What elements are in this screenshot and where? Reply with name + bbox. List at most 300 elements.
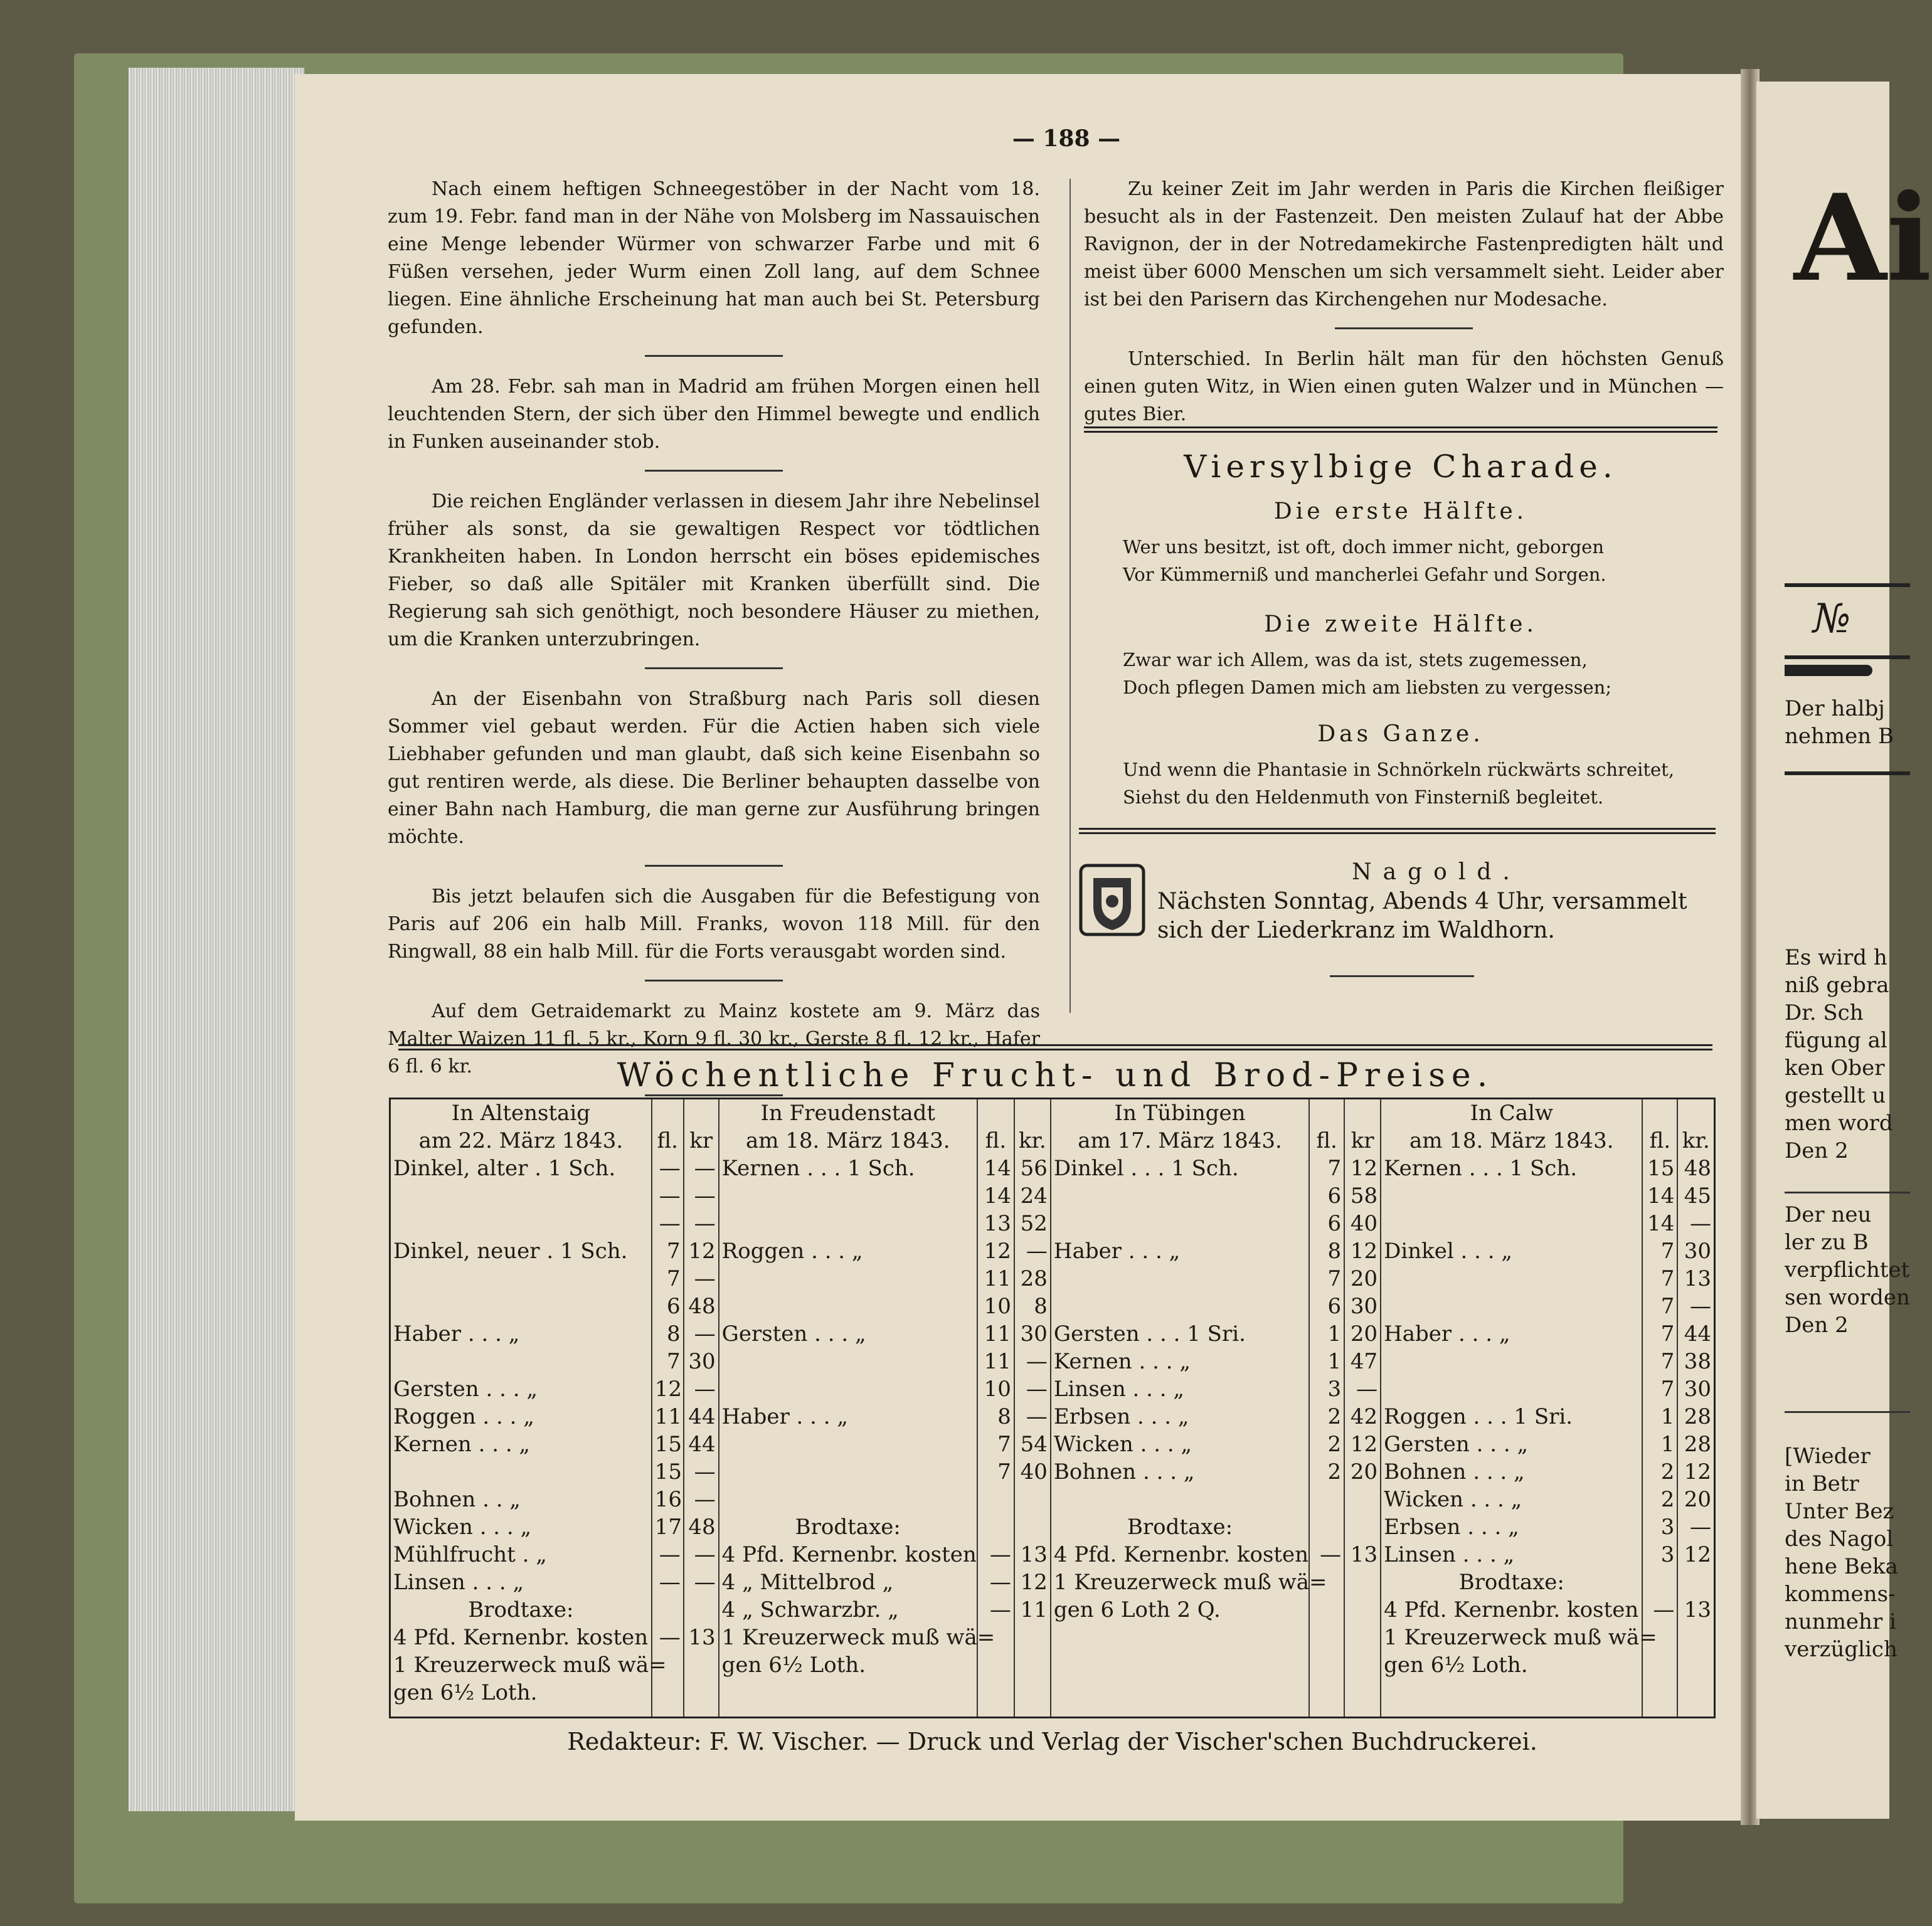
text-line: Der neu xyxy=(1785,1202,1872,1227)
separator xyxy=(1330,975,1474,977)
right-column xyxy=(1084,176,1724,441)
freudenstadt-kr xyxy=(1014,1099,1051,1718)
price-cell: kr xyxy=(1351,1128,1374,1153)
price-cell xyxy=(1680,1651,1711,1679)
price-cell: 14 xyxy=(1647,1211,1675,1236)
price-cell: fl. xyxy=(1649,1128,1671,1153)
price-cell: 4 „ Schwarzbr. „ xyxy=(721,1597,899,1622)
price-cell: — xyxy=(1026,1239,1048,1264)
imprint-footer: Redakteur: F. W. Vischer. — Druck und Verlag der Vischer'schen Buchdruckerei. xyxy=(567,1728,1537,1755)
text-line: [Wieder xyxy=(1785,1444,1871,1469)
price-cell xyxy=(655,1596,681,1624)
price-cell: 56 xyxy=(1020,1156,1048,1181)
price-cell: 7 xyxy=(1660,1377,1675,1402)
price-cell: 28 xyxy=(1020,1266,1048,1291)
text-line: gestellt u xyxy=(1785,1083,1886,1108)
double-rule xyxy=(1079,828,1716,834)
altensteig-labels xyxy=(390,1099,667,1718)
price-cell xyxy=(1017,1486,1048,1513)
price-cell: — xyxy=(659,1625,681,1650)
price-cell: Brodtaxe: xyxy=(468,1597,574,1622)
separator xyxy=(645,980,783,982)
price-cell: 11 xyxy=(984,1266,1011,1291)
price-cell xyxy=(722,1348,974,1375)
price-cell: 8 xyxy=(1327,1239,1342,1264)
price-cell xyxy=(722,1431,974,1458)
price-cell: Haber . . . „ xyxy=(1053,1239,1181,1264)
price-cell: 42 xyxy=(1350,1404,1378,1429)
separator xyxy=(645,667,783,669)
price-cell xyxy=(722,1182,974,1210)
price-cell xyxy=(687,1596,716,1624)
text-line: hene Beka xyxy=(1785,1554,1898,1579)
price-cell: gen 6 Loth 2 Q. xyxy=(1053,1597,1221,1622)
price-cell xyxy=(1054,1265,1306,1293)
text-line: verpflichtet xyxy=(1785,1257,1910,1283)
price-cell: 28 xyxy=(1684,1432,1711,1457)
price-cell xyxy=(1384,1210,1639,1237)
price-cell: Brodtaxe: xyxy=(1458,1570,1564,1595)
price-cell: 54 xyxy=(1020,1432,1048,1457)
news-item: Nach einem heftigen Schneegestöber in der Nacht vom 18. zum 19. Febr. fand man in der Nähe von Molsberg im Nassauischen eine Menge lebender Würmer von schwarzer Farbe und mit 6 Füßen versehen, jeder Wurm einen Zoll lang, auf dem Schnee liegen. Eine ähnliche Erscheinung hat man auch bei St. Petersburg gefunden. xyxy=(388,178,1040,338)
price-cell: 17 xyxy=(654,1515,682,1540)
next-page xyxy=(1756,82,1932,1819)
price-cell: 11 xyxy=(654,1404,682,1429)
prices-table xyxy=(389,1098,1716,1718)
price-cell: Gersten . . . „ xyxy=(721,1321,866,1347)
price-cell: 44 xyxy=(688,1432,716,1457)
text-line: niß gebra xyxy=(1785,973,1889,998)
price-cell: 28 xyxy=(1684,1404,1711,1429)
price-cell: — xyxy=(694,1487,716,1512)
price-cell: 8 xyxy=(1034,1294,1048,1319)
price-cell: 30 xyxy=(1684,1239,1711,1264)
price-cell: 6 xyxy=(667,1294,681,1319)
price-cell: 40 xyxy=(1020,1459,1048,1484)
price-cell: 12 xyxy=(654,1377,682,1402)
text-line: Dr. Sch xyxy=(1785,1000,1864,1025)
price-cell xyxy=(1645,1651,1674,1679)
separator xyxy=(645,470,783,472)
separator xyxy=(645,355,783,357)
notice-line: sich der Liederkranz im Waldhorn. xyxy=(1157,918,1555,943)
price-cell: 1 xyxy=(1327,1349,1342,1374)
price-cell: Linsen . . . „ xyxy=(1384,1542,1515,1567)
price-cell: 7 xyxy=(1660,1321,1675,1347)
verse-line: Und wenn die Phantasie in Schnörkeln rückwärts schreitet, xyxy=(1123,759,1675,780)
verse-line: Wer uns besitzt, ist oft, doch immer nicht, geborgen xyxy=(1123,536,1605,558)
price-cell xyxy=(1312,1486,1341,1513)
price-cell xyxy=(393,1210,649,1237)
price-cell: am 18. März 1843. xyxy=(1409,1128,1614,1153)
price-cell xyxy=(1347,1596,1377,1624)
price-cell xyxy=(980,1513,1011,1541)
calw-kr xyxy=(1677,1099,1714,1718)
price-cell: Gersten . . . „ xyxy=(1384,1432,1529,1457)
price-cell: Bohnen . . . „ xyxy=(1053,1459,1195,1484)
price-cell: — xyxy=(1026,1349,1048,1374)
price-cell: 11 xyxy=(984,1321,1011,1347)
price-cell: — xyxy=(659,1570,681,1595)
price-cell: am 22. März 1843. xyxy=(418,1128,624,1153)
price-cell: 14 xyxy=(984,1156,1011,1181)
price-cell: 45 xyxy=(1684,1183,1711,1209)
price-cell: 12 xyxy=(1350,1239,1378,1264)
price-cell xyxy=(1347,1486,1377,1513)
price-cell: 12 xyxy=(1684,1459,1711,1484)
price-cell: gen 6½ Loth. xyxy=(1384,1653,1528,1678)
price-cell: Dinkel . . . „ xyxy=(1384,1239,1513,1264)
coat-of-arms-icon xyxy=(1078,862,1147,938)
price-cell: 48 xyxy=(1684,1156,1711,1181)
price-cell: 1 xyxy=(1660,1404,1675,1429)
price-cell: Haber . . . „ xyxy=(393,1321,520,1347)
prices-title: Wöchentliche Frucht- und Brod-Preise. xyxy=(617,1057,1494,1094)
text-line: Unter Bez xyxy=(1785,1499,1894,1524)
price-cell: 7 xyxy=(1660,1349,1675,1374)
price-cell: — xyxy=(1356,1377,1378,1402)
charade-part-title: Die erste Hälfte. xyxy=(1273,499,1528,524)
price-cell xyxy=(1645,1569,1674,1596)
price-cell: 7 xyxy=(667,1266,681,1291)
price-cell: 40 xyxy=(1350,1211,1378,1236)
separator xyxy=(645,1094,783,1096)
price-cell: 58 xyxy=(1350,1183,1378,1209)
price-cell: 12 xyxy=(1020,1570,1048,1595)
price-cell: 3 xyxy=(1660,1542,1675,1567)
price-cell: 15 xyxy=(654,1432,682,1457)
price-cell: Wicken . . . „ xyxy=(1053,1432,1192,1457)
price-cell: 13 xyxy=(1020,1542,1048,1567)
price-cell xyxy=(722,1375,974,1403)
price-cell: 7 xyxy=(1660,1294,1675,1319)
text-line: fügung al xyxy=(1785,1028,1887,1053)
price-cell: 1 Kreuzerweck muß wä= xyxy=(1053,1570,1327,1595)
price-cell: — xyxy=(1026,1404,1048,1429)
price-cell: fl. xyxy=(657,1128,678,1153)
price-cell: 1 xyxy=(1327,1321,1342,1347)
price-cell xyxy=(655,1679,681,1706)
freudenstadt-labels xyxy=(719,1099,995,1718)
price-cell: Wicken . . . „ xyxy=(393,1515,532,1540)
price-cell: 6 xyxy=(1327,1211,1342,1236)
price-cell: 38 xyxy=(1684,1349,1711,1374)
price-cell: 20 xyxy=(1350,1321,1378,1347)
price-cell: In Tübingen xyxy=(1114,1101,1246,1126)
price-cell: — xyxy=(989,1597,1011,1622)
price-cell: — xyxy=(694,1211,716,1236)
verse-line: Siehst du den Heldenmuth von Finsterniß begleitet. xyxy=(1123,786,1604,808)
tuebingen-kr xyxy=(1344,1099,1381,1718)
price-cell: Gersten . . . „ xyxy=(393,1377,538,1402)
price-cell: kr xyxy=(689,1128,713,1153)
double-rule xyxy=(398,1044,1712,1050)
altensteig-kr xyxy=(684,1099,719,1718)
price-cell: fl. xyxy=(1316,1128,1337,1153)
price-cell: Wicken . . . „ xyxy=(1384,1487,1522,1512)
price-cell: 6 xyxy=(1327,1183,1342,1209)
price-cell: Roggen . . . „ xyxy=(393,1404,534,1429)
price-cell: — xyxy=(694,1266,716,1291)
price-cell: 4 Pfd. Kernenbr. kosten xyxy=(393,1625,649,1650)
price-cell: — xyxy=(694,1321,716,1347)
text-line: kommens- xyxy=(1785,1582,1896,1607)
notice-place: Nagold. xyxy=(1352,859,1521,885)
text-line: nehmen B xyxy=(1785,724,1894,749)
price-cell: 13 xyxy=(1684,1597,1711,1622)
rule xyxy=(1785,1192,1910,1193)
notice-line: Nächsten Sonntag, Abends 4 Uhr, versammelt xyxy=(1157,889,1687,914)
price-cell: 12 xyxy=(1350,1432,1378,1457)
price-cell xyxy=(1054,1486,1306,1513)
price-cell: 10 xyxy=(984,1294,1011,1319)
price-cell: 11 xyxy=(1020,1597,1048,1622)
price-cell: 30 xyxy=(1684,1377,1711,1402)
price-cell xyxy=(393,1348,649,1375)
charade-part-title: Das Ganze. xyxy=(1317,721,1484,747)
text-line: verzüglich xyxy=(1785,1637,1898,1662)
price-cell: Erbsen . . . „ xyxy=(1053,1404,1189,1429)
notice-text xyxy=(1157,887,1722,945)
price-cell: Dinkel, neuer . 1 Sch. xyxy=(393,1239,628,1264)
price-cell xyxy=(722,1486,974,1513)
rule xyxy=(1785,655,1910,659)
price-cell xyxy=(393,1293,649,1320)
price-cell: — xyxy=(659,1183,681,1209)
text-line: ler zu B xyxy=(1785,1230,1869,1255)
price-cell: 30 xyxy=(1350,1294,1378,1319)
charade-part-title: Die zweite Hälfte. xyxy=(1264,611,1537,637)
price-cell: 14 xyxy=(1647,1183,1675,1209)
price-cell: — xyxy=(659,1156,681,1181)
price-cell xyxy=(1384,1375,1639,1403)
price-cell: Mühlfrucht . „ xyxy=(393,1542,547,1567)
price-cell: — xyxy=(1026,1377,1048,1402)
price-cell: 20 xyxy=(1350,1266,1378,1291)
price-cell xyxy=(1017,1513,1048,1541)
price-cell: 7 xyxy=(997,1432,1011,1457)
price-cell: — xyxy=(1653,1597,1675,1622)
prices-table-container xyxy=(389,1098,1716,1718)
price-cell: 47 xyxy=(1350,1349,1378,1374)
price-cell: 15 xyxy=(1647,1156,1675,1181)
text-line: Der halbj xyxy=(1785,696,1885,721)
price-cell: Linsen . . . „ xyxy=(393,1570,524,1595)
price-cell xyxy=(393,1265,649,1293)
price-cell: 2 xyxy=(1327,1432,1342,1457)
price-cell xyxy=(1347,1513,1377,1541)
price-cell: Kernen . . . 1 Sch. xyxy=(721,1156,915,1181)
next-page-text xyxy=(1785,695,1894,750)
text-line: nunmehr i xyxy=(1785,1609,1896,1634)
text-line: des Nagol xyxy=(1785,1527,1894,1552)
news-item: Am 28. Febr. sah man in Madrid am frühen Morgen einen hell leuchtenden Stern, der sich über den Himmel bewegte und endlich in Funken auseinander stob. xyxy=(388,376,1040,453)
price-cell: — xyxy=(1690,1515,1711,1540)
price-cell: 2 xyxy=(1327,1459,1342,1484)
price-cell: Kernen . . . „ xyxy=(1053,1349,1191,1374)
price-cell: 7 xyxy=(1660,1266,1675,1291)
price-cell: Kernen . . . 1 Sch. xyxy=(1384,1156,1578,1181)
text-line: Den 2 xyxy=(1785,1313,1849,1338)
news-item: Auf dem Getraidemarkt zu Mainz kostete am 9. März das Malter Waizen 11 fl. 5 kr., Korn 9 fl. 30 kr., Gerste 8 fl. 12 kr., Hafer 6 fl. 6 kr. xyxy=(388,1000,1040,1077)
price-cell: 1 Kreuzerweck muß wä= xyxy=(721,1625,995,1650)
price-cell xyxy=(687,1679,716,1706)
price-cell: 7 xyxy=(997,1459,1011,1484)
price-cell: Erbsen . . . „ xyxy=(1384,1515,1519,1540)
price-cell: 6 xyxy=(1327,1294,1342,1319)
price-cell xyxy=(722,1210,974,1237)
price-cell: 12 xyxy=(1684,1542,1711,1567)
news-item: Unterschied. In Berlin hält man für den höchsten Genuß einen guten Witz, in Wien einen guten Walzer und in München — gutes Bier. xyxy=(1084,348,1724,425)
rule xyxy=(1785,1411,1910,1413)
price-cell: Gersten . . . 1 Sri. xyxy=(1053,1321,1246,1347)
price-cell: 4 Pfd. Kernenbr. kosten xyxy=(1384,1597,1639,1622)
price-cell: 48 xyxy=(688,1515,716,1540)
price-cell: 13 xyxy=(984,1211,1011,1236)
verse-line: Zwar war ich Allem, was da ist, stets zugemessen, xyxy=(1123,649,1588,670)
separator xyxy=(1335,327,1473,329)
price-cell: 16 xyxy=(654,1487,682,1512)
price-cell: 24 xyxy=(1020,1183,1048,1209)
price-cell: 4 Pfd. Kernenbr. kosten xyxy=(721,1542,977,1567)
price-cell xyxy=(722,1458,974,1486)
price-cell: 30 xyxy=(1020,1321,1048,1347)
price-cell: 3 xyxy=(1327,1377,1342,1402)
price-cell: 2 xyxy=(1660,1459,1675,1484)
price-cell: Roggen . . . 1 Sri. xyxy=(1384,1404,1573,1429)
separator xyxy=(645,865,783,867)
text-line: Es wird h xyxy=(1785,945,1887,970)
rule xyxy=(1785,583,1910,587)
news-item: Bis jetzt belaufen sich die Ausgaben für die Befestigung von Paris auf 206 ein halb Mill. Franks, wovon 118 Mill. für den Ringwall, 88 ein halb Mill. für die Forts verausgabt worden sind. xyxy=(388,886,1040,963)
price-cell: 44 xyxy=(1684,1321,1711,1347)
price-cell xyxy=(1680,1569,1711,1596)
price-cell xyxy=(1384,1265,1639,1293)
charade-verse xyxy=(1123,533,1719,588)
price-cell xyxy=(722,1293,974,1320)
price-cell: — xyxy=(694,1459,716,1484)
price-cell: 3 xyxy=(1660,1515,1675,1540)
price-cell: 13 xyxy=(688,1625,716,1650)
price-cell xyxy=(1312,1596,1341,1624)
price-cell xyxy=(1347,1569,1377,1596)
price-cell: — xyxy=(1690,1294,1711,1319)
page-number: — 188 — xyxy=(1012,125,1121,152)
price-cell: 4 „ Mittelbrod „ xyxy=(721,1570,894,1595)
altensteig-fl xyxy=(652,1099,684,1718)
price-cell: 8 xyxy=(667,1321,681,1347)
price-cell: — xyxy=(694,1156,716,1181)
price-cell xyxy=(980,1486,1011,1513)
text-line: in Betr xyxy=(1785,1471,1859,1496)
tuebingen-fl xyxy=(1309,1099,1344,1718)
price-cell: 1 Kreuzerweck muß wä= xyxy=(393,1653,667,1678)
price-cell: In Calw xyxy=(1470,1101,1553,1126)
news-item: Die reichen Engländer verlassen in diesem Jahr ihre Nebelinsel früher als sonst, da sie gewaltigen Respect vor tödtlichen Krankheiten haben. In London herrscht ein böses epidemisches Fieber, so daß alle Spitäler mit Kranken überfüllt sind. Die Regierung sah sich genöthigt, noch besondere Häuser zu miethen, um die Kranken unterzubringen. xyxy=(388,490,1040,650)
price-cell: Kernen . . . „ xyxy=(393,1432,531,1457)
number-sign: № xyxy=(1813,596,1851,642)
next-page-text xyxy=(1785,944,1893,1165)
charade-verse xyxy=(1123,646,1719,701)
news-item: An der Eisenbahn von Straßburg nach Paris soll diesen Sommer viel gebaut werden. Für die Actien haben sich viele Liebhaber gefunden und man glaubt, daß sich keine Eisenbahn so gut rentiren werde, als diese. Die Berliner behaupten dasselbe von einer Bahn nach Hamburg, die man gerne zur Ausführung bringen möchte. xyxy=(388,688,1040,848)
price-cell: 12 xyxy=(1350,1156,1378,1181)
price-cell: — xyxy=(694,1183,716,1209)
price-cell: — xyxy=(694,1542,716,1567)
price-cell: fl. xyxy=(985,1128,1007,1153)
price-cell: kr. xyxy=(1018,1128,1046,1153)
price-cell: In Freudenstadt xyxy=(760,1101,936,1126)
price-cell: 48 xyxy=(688,1294,716,1319)
price-cell: 13 xyxy=(1350,1542,1378,1567)
price-cell: Brodtaxe: xyxy=(795,1515,901,1540)
price-cell xyxy=(980,1651,1011,1679)
left-column xyxy=(388,176,1040,1113)
price-cell: 15 xyxy=(654,1459,682,1484)
pointing-hand-icon xyxy=(1785,665,1872,676)
price-cell: 14 xyxy=(984,1183,1011,1209)
price-cell: 10 xyxy=(984,1377,1011,1402)
price-cell: 20 xyxy=(1684,1487,1711,1512)
next-page-text xyxy=(1785,1442,1898,1663)
price-cell: 44 xyxy=(688,1404,716,1429)
price-cell xyxy=(393,1182,649,1210)
price-cell: Dinkel . . . 1 Sch. xyxy=(1053,1156,1239,1181)
price-cell: — xyxy=(989,1570,1011,1595)
price-cell: 2 xyxy=(1327,1404,1342,1429)
text-line: men word xyxy=(1785,1111,1893,1136)
price-cell: am 17. März 1843. xyxy=(1078,1128,1282,1153)
price-cell: 1 Kreuzerweck muß wä= xyxy=(1384,1625,1657,1650)
price-cell: 7 xyxy=(1327,1156,1342,1181)
price-cell xyxy=(1054,1210,1306,1237)
price-cell: Bohnen . . „ xyxy=(393,1487,521,1512)
price-cell: Linsen . . . „ xyxy=(1053,1377,1185,1402)
price-cell xyxy=(1680,1624,1711,1651)
price-cell: gen 6½ Loth. xyxy=(721,1653,866,1678)
price-cell: 20 xyxy=(1350,1459,1378,1484)
price-cell: Brodtaxe: xyxy=(1127,1515,1233,1540)
price-cell: — xyxy=(1320,1542,1342,1567)
price-cell: 4 Pfd. Kernenbr. kosten xyxy=(1053,1542,1309,1567)
price-cell xyxy=(1054,1293,1306,1320)
price-cell: 30 xyxy=(688,1349,716,1374)
price-cell: Haber . . . „ xyxy=(721,1404,848,1429)
next-page-text xyxy=(1785,1201,1910,1339)
price-cell xyxy=(1017,1651,1048,1679)
price-cell: 7 xyxy=(667,1239,681,1264)
page-edges xyxy=(129,68,304,1811)
price-cell: 8 xyxy=(997,1404,1011,1429)
price-cell xyxy=(1312,1513,1341,1541)
price-cell: kr. xyxy=(1682,1128,1710,1153)
price-cell: 12 xyxy=(984,1239,1011,1264)
news-item: Zu keiner Zeit im Jahr werden in Paris die Kirchen fleißiger besucht als in der Fastenzeit. Den meisten Zulauf hat der Abbe Ravignon, der in der Notredamekirche Fastenpredigten hält und meist über 6000 Menschen um sich versammelt sieht. Leider aber ist bei den Parisern das Kirchengehen nur Modesache. xyxy=(1084,178,1724,310)
price-cell: 7 xyxy=(1660,1239,1675,1264)
price-cell xyxy=(1384,1182,1639,1210)
price-cell xyxy=(1384,1293,1639,1320)
price-cell xyxy=(1054,1182,1306,1210)
price-cell: am 18. März 1843. xyxy=(745,1128,950,1153)
rule xyxy=(1785,771,1910,775)
charade-verse xyxy=(1123,756,1719,811)
price-cell: — xyxy=(659,1542,681,1567)
price-cell xyxy=(722,1265,974,1293)
text-line: ken Ober xyxy=(1785,1056,1885,1081)
price-cell: Roggen . . . „ xyxy=(721,1239,863,1264)
price-cell: Haber . . . „ xyxy=(1384,1321,1510,1347)
price-cell xyxy=(1017,1624,1048,1651)
price-cell: 1 xyxy=(1660,1432,1675,1457)
